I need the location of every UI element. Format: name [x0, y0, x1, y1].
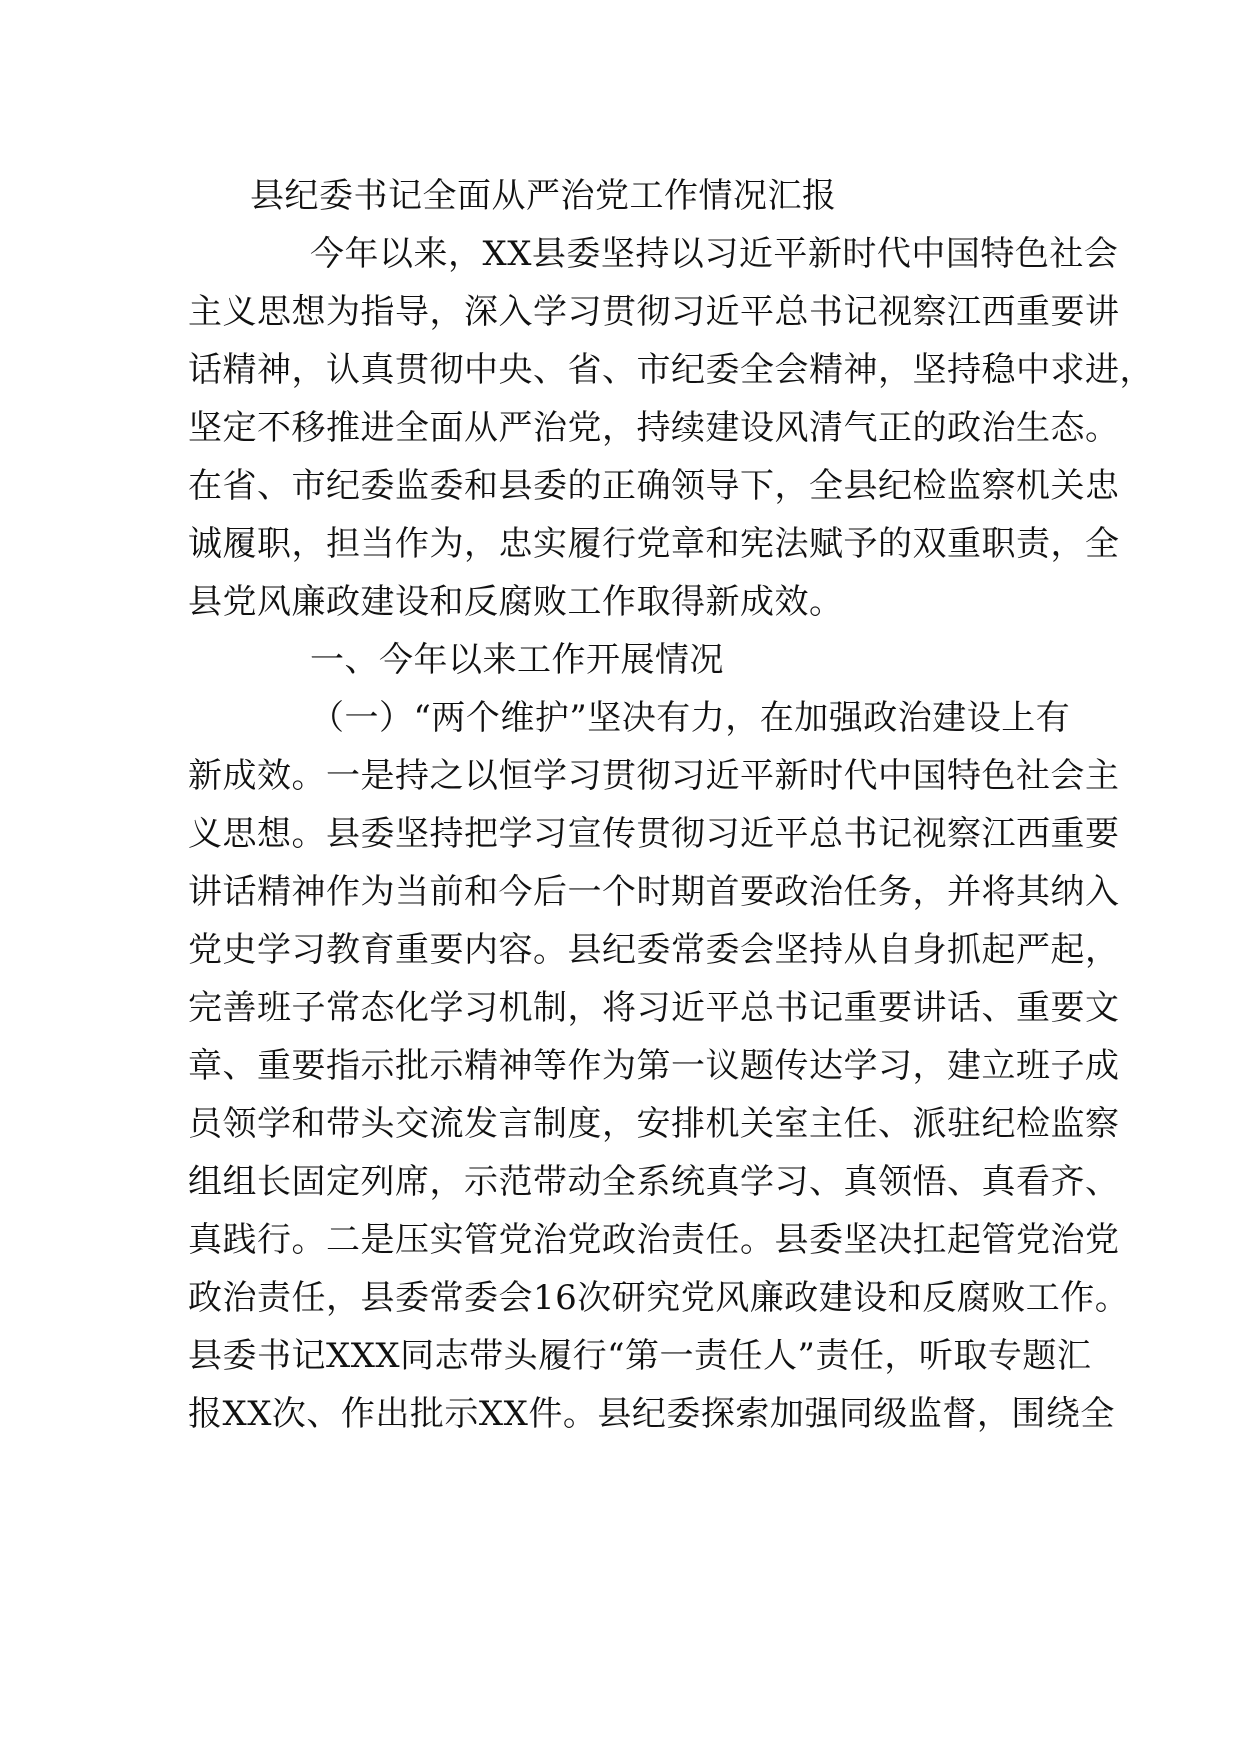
- paragraph-1-line-4: 坚定不移推进全面从严治党，持续建设风清气正的政治生态。: [188, 408, 1120, 448]
- document-title: 县纪委书记全面从严治党工作情况汇报: [250, 176, 837, 216]
- paragraph-2-line-8: 员领学和带头交流发言制度，安排机关室主任、派驻纪检监察: [188, 1104, 1120, 1144]
- paragraph-2-line-5: 党史学习教育重要内容。县纪委常委会坚持从自身抓起严起，: [188, 930, 1120, 970]
- paragraph-2-line-7: 章、重要指示批示精神等作为第一议题传达学习，建立班子成: [188, 1046, 1120, 1086]
- paragraph-1-line-6: 诚履职，担当作为，忠实履行党章和宪法赋予的双重职责，全: [188, 524, 1120, 564]
- paragraph-2-line-3: 义思想。县委坚持把学习宣传贯彻习近平总书记视察江西重要: [188, 814, 1120, 854]
- paragraph-1-line-3: 话精神，认真贯彻中央、省、市纪委全会精神，坚持稳中求进，: [188, 350, 1154, 390]
- paragraph-2-line-4: 讲话精神作为当前和今后一个时期首要政治任务，并将其纳入: [188, 872, 1120, 912]
- paragraph-2-line-10: 真践行。二是压实管党治党政治责任。县委坚决扛起管党治党: [188, 1220, 1120, 1260]
- paragraph-1-line-5: 在省、市纪委监委和县委的正确领导下，全县纪检监察机关忠: [188, 466, 1120, 506]
- paragraph-2-line-12: 县委书记XXX同志带头履行“第一责任人”责任，听取专题汇: [188, 1336, 1092, 1376]
- paragraph-2-line-9: 组组长固定列席，示范带动全系统真学习、真领悟、真看齐、: [188, 1162, 1120, 1202]
- paragraph-2-line-13: 报XX次、作出批示XX件。县纪委探索加强同级监督，围绕全: [188, 1394, 1115, 1434]
- paragraph-2-line-11: 政治责任，县委常委会16次研究党风廉政建设和反腐败工作。: [188, 1278, 1130, 1318]
- paragraph-1-line-1: 今年以来，XX县委坚持以习近平新时代中国特色社会: [310, 234, 1119, 274]
- section-heading: 一、今年以来工作开展情况: [310, 640, 724, 680]
- paragraph-1-line-7: 县党风廉政建设和反腐败工作取得新成效。: [188, 582, 844, 622]
- paragraph-1-line-2: 主义思想为指导，深入学习贯彻习近平总书记视察江西重要讲: [188, 292, 1120, 332]
- paragraph-2-line-2: 新成效。一是持之以恒学习贯彻习近平新时代中国特色社会主: [188, 756, 1120, 796]
- paragraph-2-line-1: （一）“两个维护”坚决有力，在加强政治建设上有: [310, 698, 1071, 738]
- paragraph-2-line-6: 完善班子常态化学习机制，将习近平总书记重要讲话、重要文: [188, 988, 1120, 1028]
